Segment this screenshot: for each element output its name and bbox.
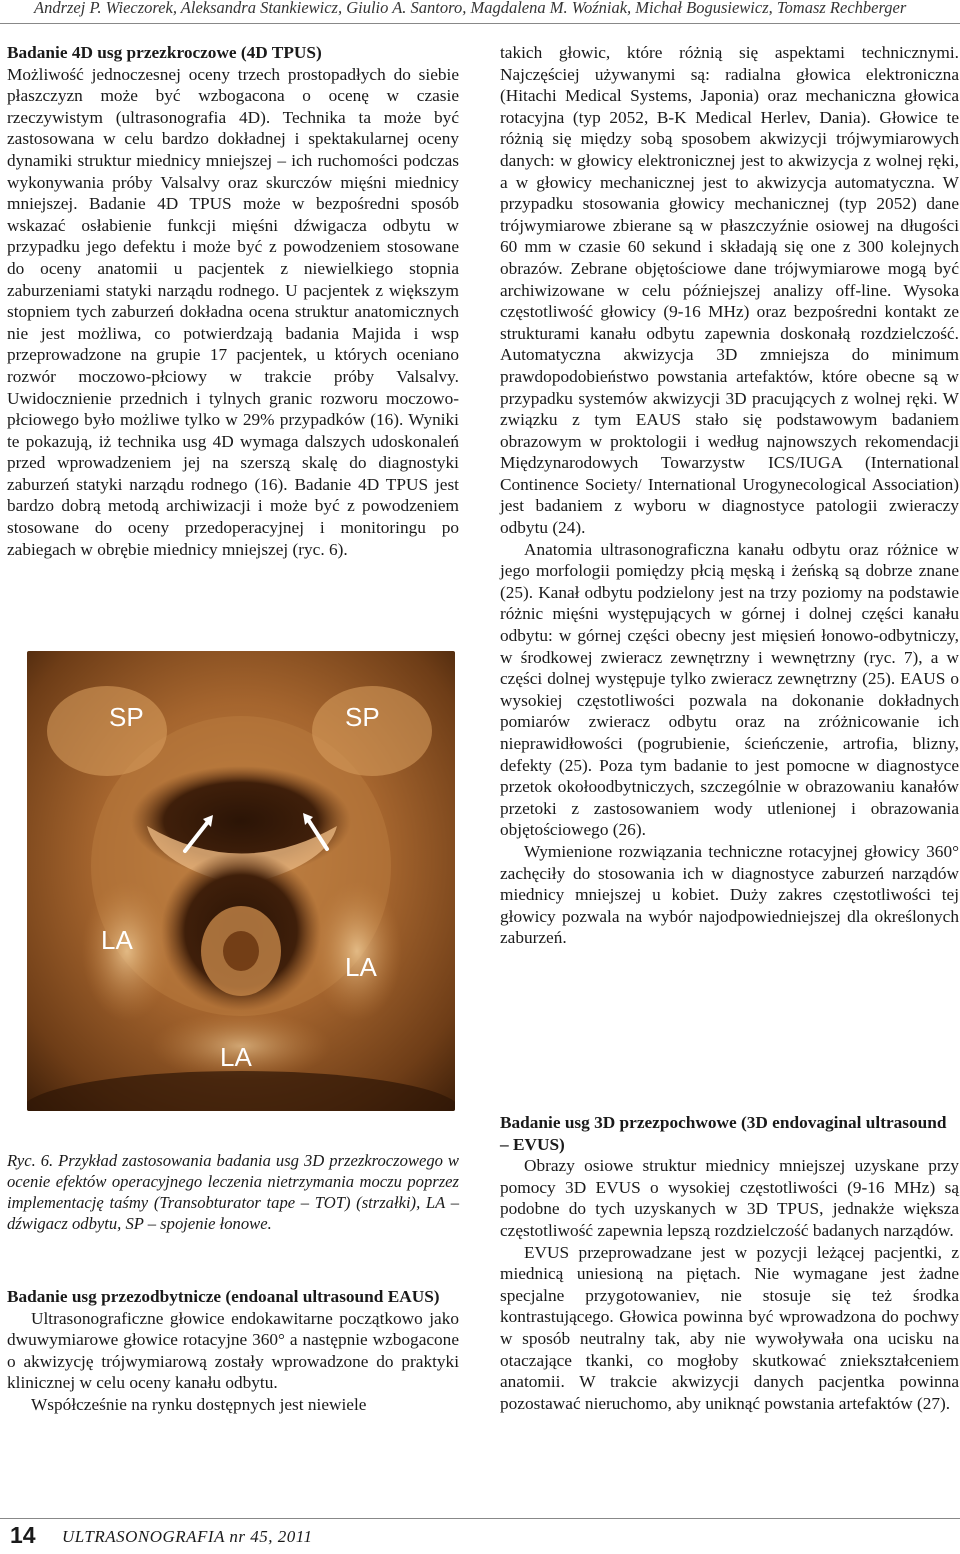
right-column — [500, 42, 959, 949]
journal-name: ULTRASONOGRAFIA nr 45, 2011 — [62, 1527, 313, 1546]
label-la-left: LA — [101, 925, 133, 955]
label-sp-right: SP — [345, 702, 380, 732]
label-la-right: LA — [345, 952, 377, 982]
footer-rule — [0, 1518, 960, 1519]
paragraph-evus-1: Obrazy osiowe struktur miednicy mniejszej uzyskane przy pomocy 3D EVUS o wysokiej częstotliwości (9-16 MHz) są podobne do tych uzyskanych w 3D TPUS, jednakże większa częstotliwość zapewnia lepszą rozdzielczość badanych narządów. — [500, 1156, 959, 1240]
running-header — [0, 0, 960, 24]
header-authors: Andrzej P. Wieczorek, Aleksandra Stankiewicz, Giulio A. Santoro, Magdalena M. Woźniak, Michał Bogusiewicz, Tomasz Rechberger — [34, 0, 907, 17]
paragraph-right-1: takich głowic, które różnią się aspektami technicznymi. Najczęściej używanymi są: radialna głowica elektroniczna (Hitachi Medical Systems, Japonia) oraz mechaniczna głowica rotacyjna (typ 2052, B-K Medical Herlev, Dania). Głowice te różnią się między sobą sposobem akwizycji trójwymiarowych danych: w głowicy elektronicznej jest to akwizycja z wolnej ręki, a w głowicy mechanicznej jest to akwizycja automatyczna. W przypadku stosowania głowicy mechanicznej (typ 2052) dane trójwymiarowe zbierane są w płaszczyźnie osiowej na długości 60 mm w czasie 60 sekund i składają się one z 300 kolejnych obrazów. Zebrane objętościowe dane trójwymiarowe mogą być archiwizowane w celu późniejszej analizy off-line. Wysoka częstotliwość głowicy (9-16 MHz) oraz bezpośredni kontakt ze strukturami kanału odbytu zapewnia doskonałą rozdzielczość. Automatyczna akwizycja 3D zmniejsza do minimum prawdopodobieństwo powstania artefaktów, które obecne są w przypadku systemów akwizycji 3D pracujących z wolnej ręki. W związku z tym EAUS stało się podstawowym badaniem obrazowym w proktologii i według najnowszych rekomendacji Międzynarodowych Towarzystw ICS/IUGA (International Continence Society/ International Urogynecological Association) jest badaniem z wyboru w diagnostyce patologii zwieraczy odbytu (24). — [500, 43, 959, 538]
page-number: 14 — [10, 1522, 36, 1548]
label-la-bottom: LA — [220, 1042, 252, 1072]
left-column — [7, 42, 459, 560]
paragraph-4d-tpus: Możliwość jednoczesnej oceny trzech prostopadłych do siebie płaszczyzn może być wzbogacona o ocenę w czasie rzeczywistym (ultrasonografia 4D). Technika ta może być zastosowana w celu bardzo dokładnej i spektakularnej oceny dynamiki struktur miednicy mniejszej – ich ruchomości podczas wykonywania próby Valsalvy oraz skurczów mięśni miednicy mniejszej. Badanie 4D TPUS może w bezpośredni sposób wskazać osłabienie funkcji mięśni dźwigacza odbytu w przypadku jego defektu i może być z powodzeniem stosowane do oceny anatomii u pacjentek z niewielkiego stopnia zaburzeniami statyki narządu rodnego. U pacjentek z większym stopniem tych zaburzeń dokładna ocena struktur anatomicznych nie jest możliwa, co potwierdzają badania Majida i wsp przeprowadzone na grupie 17 pacjentek, u których oceniano rozwór moczowo-płciowy w trakcie próby Valsalvy. Uwidocznienie przednich i tylnych granic rozworu moczowo-płciowego było możliwe tylko w 29% przypadków (16). Wyniki te pokazują, iż technika usg 4D wymaga dalszych udoskonaleń przed wprowadzeniem jej na szerszą skalę do diagnostyki zaburzeń statyki narządu rodnego (16). Badanie 4D TPUS jest bardzo dobrą metodą archiwizacji i może być z powodzeniem stosowane do oceny przedoperacyjnej i monitoringu po zabiegach w obrębie miednicy mniejszej (ryc. 6). — [7, 64, 459, 559]
paragraph-eaus-1: Ultrasonograficzne głowice endokawitarne początkowo jako dwuwymiarowe głowice rotacyjne 360° a następnie wzbogacone o akwizycję trójwymiarową zostały wprowadzone do praktyki klinicznej w celu oceny kanału odbytu. — [7, 1308, 459, 1393]
section-heading-4d-tpus: Badanie 4D usg przezkroczowe (4D TPUS) — [7, 43, 322, 62]
paragraph-evus-2: EVUS przeprowadzane jest w pozycji leżącej pacjentki, z miednicą uniesioną na piętach. Nie wymagane jest żadne specjalne przygotowaniev, nie stosuje się też środka kontrastującego. Głowica powinna być wprowadzona do pochwy w sposób neutralny tak, aby nie wywoływała ona ucisku na otaczające tkanki, co mogłoby skutkować zniekształceniem anatomii. W trakcie akwizycji danych pacjentka powinna pozostawać nieruchomo, aby uniknąć powstania artefaktów (27). — [500, 1242, 959, 1413]
left-column-bottom — [7, 1286, 459, 1416]
right-levator — [312, 881, 402, 1021]
figure-ultrasound-image — [27, 651, 455, 1111]
header-rule — [0, 23, 960, 24]
paragraph-right-3: Wymienione rozwiązania techniczne rotacyjnej głowicy 360° zachęciły do stosowania ich w diagnostyce zaburzeń narządów miednicy mniejszej u kobiet. Duży zakres częstotliwości tej głowicy pozwala na wybór najodpowiedniejszej dla określonych zaburzeń. — [500, 841, 959, 948]
figure-caption: Ryc. 6. Przykład zastosowania badania usg 3D przezkroczowego w ocenie efektów operacyjnego leczenia nietrzymania moczu poprzez implementację taśmy (Transobturator tape – TOT) (strzałki), LA – dźwigacz odbytu, SP – spojenie łonowe. — [7, 1150, 459, 1233]
central-core — [223, 931, 259, 971]
label-sp-left: SP — [109, 702, 144, 732]
right-column-bottom — [500, 1112, 959, 1414]
left-symphysis — [47, 686, 167, 776]
section-heading-eaus: Badanie usg przezodbytnicze (endoanal ultrasound EAUS) — [7, 1287, 440, 1306]
paragraph-eaus-2: Współcześnie na rynku dostępnych jest niewiele — [31, 1394, 367, 1414]
page-footer — [0, 1518, 960, 1554]
paragraph-right-2: Anatomia ultrasonograficzna kanału odbytu oraz różnice w jego morfologii pomiędzy płcią męską i żeńską są dobrze znane (25). Kanał odbytu podzielony jest na trzy poziomy na podstawie różnic mięśni występujących w górnej i dolnej części kanału odbytu: w górnej części obecny jest mięsień łonowo-odbytniczy, w środkowej zwieracz zewnętrzny i wewnętrzny (ryc. 7), a w części dolnej występuje tylko zwieracz zewnętrzny (25). EAUS o wysokiej częstotliwości pozwala na dokonanie dokładnych pomiarów zwieracz odbytu oraz na zróżnicowanie ich nieprawidłowości (pogrubienie, ścieńczenie, artrofia, blizny, defekty (25). Poza tym badanie to jest pomocne w diagnostyce przetok okołoodbytniczych, szczególnie w obrazowaniu kanałów przetoki z zastosowaniem wody utlenionej i obrazowania objętościowego (26). — [500, 539, 959, 840]
section-heading-evus: Badanie usg 3D przezpochwowe (3D endovaginal ultrasound – EVUS) — [500, 1113, 947, 1154]
ultrasound-image — [27, 651, 455, 1111]
